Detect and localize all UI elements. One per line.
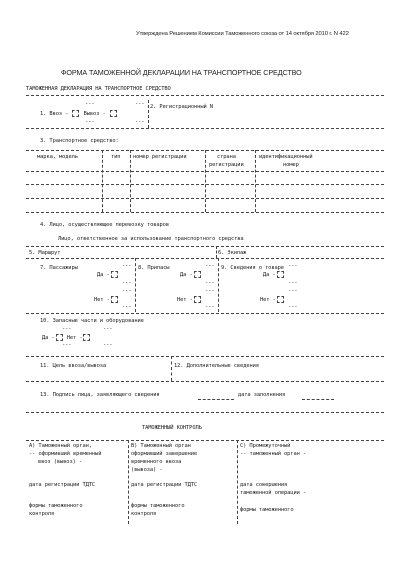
col-c-text-1: таможенный орган - xyxy=(249,451,307,457)
col-b-line-1: оформивший завершение xyxy=(131,451,198,457)
checkbox-mark: --- xyxy=(288,280,298,286)
field-4-responsible: Лицо, ответственное за использование транспортного средства xyxy=(58,236,244,242)
passengers-no xyxy=(94,296,119,304)
supplies-yes-checkbox[interactable] xyxy=(194,271,201,278)
field-10-spare-parts: 10. Запасные части и оборудование xyxy=(40,318,144,324)
table-row-line xyxy=(26,198,384,199)
field-12-additional-info: 12. Дополнительные сведения xyxy=(174,363,259,369)
passengers-yes xyxy=(97,271,119,279)
rule xyxy=(26,95,384,96)
field-3-vehicle: 3. Транспортное средство: xyxy=(40,138,119,144)
checkbox-mark: --- xyxy=(288,304,298,310)
goods-yes-checkbox[interactable] xyxy=(277,271,284,278)
supplies-no-checkbox[interactable] xyxy=(194,296,201,303)
col-b-date: дата регистрации ТДТС xyxy=(131,482,198,488)
divider xyxy=(216,246,217,258)
col-a-text-1: оформивший временный xyxy=(38,451,102,457)
checkbox-mark: --- xyxy=(122,263,132,269)
export-checkbox[interactable] xyxy=(110,110,117,117)
customs-control-heading: ТАМОЖЕННЫЙ КОНТРОЛЬ xyxy=(142,425,202,431)
col-a-form-1: формы таможенного xyxy=(29,503,83,509)
no-label: Нет - xyxy=(66,335,83,341)
spare-parts-options xyxy=(42,334,91,342)
rule xyxy=(26,258,384,259)
col-a-line-2: ввоз (вывоз) - xyxy=(38,459,83,465)
divider xyxy=(171,356,172,381)
checkbox-mark: --- xyxy=(62,326,72,332)
checkbox-mark: --- xyxy=(103,342,113,348)
no-label: Нет - xyxy=(177,297,193,303)
field-1-import-export xyxy=(40,110,118,118)
passengers-yes-checkbox[interactable] xyxy=(111,271,118,278)
divider xyxy=(205,150,206,212)
column-registration-number: номер регистрации xyxy=(133,154,187,160)
column-country-2: регистрации xyxy=(209,162,244,168)
col-b-line-3: (вывоза) - xyxy=(131,467,163,473)
column-make-model: марка, модель xyxy=(37,154,78,160)
divider xyxy=(255,150,256,212)
yes-label: Да - xyxy=(263,272,276,278)
field-11-purpose: 11. Цель ввоза/вывоза xyxy=(40,363,107,369)
goods-no xyxy=(260,296,285,304)
divider xyxy=(128,440,129,524)
column-identification: идентификационный xyxy=(259,154,313,160)
date-line[interactable] xyxy=(302,399,334,400)
divider xyxy=(237,440,238,524)
spare-parts-no-checkbox[interactable] xyxy=(83,334,90,341)
field-2-registration-number: 2. Регистрационный N xyxy=(150,104,213,110)
divider xyxy=(148,100,149,128)
form-title: ФОРМА ТАМОЖЕННОЙ ДЕКЛАРАЦИИ НА ТРАНСПОРТНОЕ СРЕДСТВО xyxy=(61,68,302,77)
field-13-date-label: дата заполнения xyxy=(238,392,286,398)
import-label: 1. Ввоз - xyxy=(40,111,69,117)
checkbox-mark: --- xyxy=(122,304,132,310)
field-7-passengers: 7. Пассажиры xyxy=(40,265,78,271)
checkbox-mark: --- xyxy=(288,288,298,294)
col-c-form-1: формы таможенного xyxy=(240,507,294,513)
column-identification-2: номер xyxy=(283,162,299,168)
divider xyxy=(130,150,131,212)
goods-no-checkbox[interactable] xyxy=(277,296,284,303)
table-row-line xyxy=(26,171,384,172)
yes-label: Да - xyxy=(97,272,110,278)
divider xyxy=(135,258,136,312)
rule xyxy=(26,128,384,129)
supplies-yes xyxy=(180,271,202,279)
approval-note: Утверждена Решением Комиссии Таможенного союза от 14 октября 2010 г. N 422 xyxy=(136,31,349,37)
column-country: страна xyxy=(217,154,236,160)
col-b-line-2: временного ввоза xyxy=(131,459,182,465)
checkbox-mark: --- xyxy=(135,119,145,125)
passengers-no-checkbox[interactable] xyxy=(111,296,118,303)
field-13-signature: 13. Подпись лица, заявляющего сведения xyxy=(40,392,160,398)
field-4-carrier: 4. Лицо, осуществляющее перевозку товаров xyxy=(40,222,169,228)
checkbox-mark: --- xyxy=(288,263,298,269)
spare-parts-yes-checkbox[interactable] xyxy=(56,334,63,341)
no-label: Нет - xyxy=(260,297,276,303)
table-row-line xyxy=(26,212,384,213)
signature-line[interactable] xyxy=(198,399,234,400)
field-8-supplies: 8. Припасы xyxy=(138,265,170,271)
rule xyxy=(26,440,384,441)
import-checkbox[interactable] xyxy=(72,110,79,117)
col-c-line-1 xyxy=(240,451,306,458)
col-c-heading: С) Промежуточный xyxy=(240,443,291,449)
field-9-goods: 9. Сведения о товаре xyxy=(221,265,284,271)
checkbox-mark: --- xyxy=(205,280,215,286)
divider xyxy=(218,258,219,312)
table-row-line xyxy=(26,184,384,185)
checkbox-mark: --- xyxy=(85,119,95,125)
goods-yes xyxy=(263,271,285,279)
col-b-form-2: контроля xyxy=(131,511,157,517)
yes-label: Да - xyxy=(42,335,55,341)
col-b-form-1: формы таможенного xyxy=(131,503,185,509)
col-a-line-1 xyxy=(29,451,101,458)
rule xyxy=(26,412,384,413)
yes-label: Да - xyxy=(180,272,193,278)
column-type: тип xyxy=(111,154,121,160)
col-b-heading: В) Таможенный орган xyxy=(131,443,191,449)
checkbox-mark: --- xyxy=(103,326,113,332)
field-5-route: 5. Маршрут xyxy=(29,250,61,256)
col-c-date-2: таможенной операции - xyxy=(240,490,307,496)
checkbox-mark: --- xyxy=(62,342,72,348)
checkbox-mark: --- xyxy=(205,288,215,294)
col-a-form-2: контроля xyxy=(29,511,55,517)
checkbox-mark: --- xyxy=(122,280,132,286)
checkbox-mark: --- xyxy=(135,101,145,107)
divider xyxy=(102,150,103,212)
checkbox-mark: --- xyxy=(205,263,215,269)
checkbox-mark: --- xyxy=(85,101,95,107)
no-label: Нет - xyxy=(94,297,110,303)
dash-mark: -- xyxy=(240,451,250,457)
col-a-date: дата регистрации ТДТС xyxy=(29,482,96,488)
checkbox-mark: --- xyxy=(205,304,215,310)
rule xyxy=(26,356,384,357)
checkbox-mark: --- xyxy=(122,288,132,294)
col-c-date-1: дата совершения xyxy=(240,482,288,488)
declaration-subtitle: ТАМОЖЕННАЯ ДЕКЛАРАЦИЯ НА ТРАНСПОРТНОЕ СРЕДСТВО xyxy=(26,86,171,92)
supplies-no xyxy=(177,296,202,304)
field-6-crew: 6. Экипаж xyxy=(218,250,247,256)
rule xyxy=(26,381,384,382)
export-label: Вывоз - xyxy=(83,111,106,117)
dash-mark: -- xyxy=(29,451,39,457)
rule xyxy=(26,313,384,314)
col-a-heading: А) Таможенный орган, xyxy=(29,443,92,449)
rule xyxy=(26,246,384,247)
